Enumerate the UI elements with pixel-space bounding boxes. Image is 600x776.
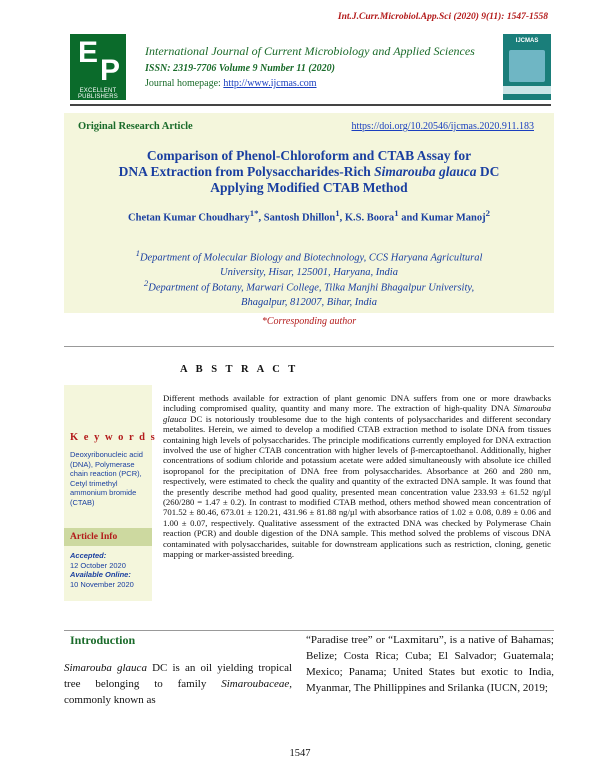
online-date: 10 November 2020 [70, 579, 134, 589]
author-name: Kumar Manoj [420, 212, 486, 224]
logo-letter-p: P [100, 54, 121, 87]
abstract-bottom-divider [64, 630, 554, 631]
corresponding-author: *Corresponding author [261, 316, 357, 327]
title-line-2: DNA Extraction from Polysaccharides-Rich Simarouba glauca DC [118, 164, 500, 179]
author-name: Santosh Dhillon [263, 212, 336, 224]
author-sup: 1 [335, 208, 340, 218]
issn-line: ISSN: 2319-7706 Volume 9 Number 11 (2020) [145, 63, 336, 74]
logo-text: EXCELLENT PUBLISHERS [77, 88, 118, 100]
abstract-divider [64, 346, 554, 347]
homepage-label: Journal homepage: [145, 78, 224, 89]
cover-image [509, 50, 545, 82]
section-heading-introduction: Introduction [70, 633, 136, 647]
accepted-date: 12 October 2020 [70, 560, 126, 570]
journal-cover-thumbnail [503, 34, 551, 100]
author-sup: 1 [394, 208, 399, 218]
page-number: 1547 [289, 748, 311, 759]
running-head: Int.J.Curr.Microbiol.App.Sci (2020) 9(11): 1547-1558 [337, 12, 548, 22]
author-name: K.S. Boora [344, 212, 395, 224]
author-name: Chetan Kumar Choudhary [128, 212, 250, 224]
author-sup: 1* [249, 208, 259, 218]
cover-band [503, 86, 551, 94]
abstract-heading: A B S T R A C T [180, 364, 299, 375]
keywords-heading: K e y w o r d s [70, 432, 157, 443]
keywords-list: Deoxyribonucleic acid (DNA), Polymerase chain reaction (PCR), Cetyl trimethyl ammonium bromide (CTAB) [70, 450, 143, 507]
body-column-right: “Paradise tree” or “Laxmitaru”, is a native of Bahamas; Belize; Costa Rica; Cuba; El Salvador; Guatemala; Mexico; Panama; United States but exotic to India, Myanmar, The Phillippines and Srilanka (IUCN, 2019; [306, 634, 554, 694]
homepage-link[interactable]: http://www.ijcmas.com [223, 78, 317, 89]
online-label: Available Online: [70, 570, 131, 579]
article-dates [70, 551, 154, 589]
title-line-1: Comparison of Phenol-Chloroform and CTAB Assay for [146, 148, 472, 163]
accepted-label: Accepted: [70, 551, 107, 560]
journal-name: International Journal of Current Microbiology and Applied Sciences [145, 44, 475, 58]
homepage-line [145, 78, 317, 89]
publisher-logo [70, 34, 126, 100]
author-sup: 2 [485, 208, 490, 218]
body-column-left: Simarouba glauca DC is an oil yielding tropical tree belonging to family Simaroubaceae, commonly known as [64, 662, 293, 706]
affiliation-1: $^1$Department of Molecular Biology and Biotechnology, CCS Haryana Agricultural University, Hisar, 125001, Haryana, India [135, 248, 483, 278]
article-info-heading: Article Info [70, 532, 118, 542]
abstract-text: Different methods available for extraction of plant genomic DNA suffers from one or more drawbacks including compromised quality, quantity and many more. The extraction of high-quality DNA Simarouba glauca DC is notoriously troublesome due to the high contents of polysaccharides and different secondary metabolites. Herein, we aimed to develop a modified CTAB extraction method to isolate DNA from tissues containing high levels of polysaccharides. The principle modifications currently employed for DNA extraction involved the use of higher CTAB concentration with higher levels of β-mercaptoethanol. Additionally, higher concentrations of sodium chloride and potassium acetate were added simultaneously with absolute ice chilled isopropanol for the precipitation of DNA free from polysaccharides. Absorbance at 260 and 280 nm, respectively, were estimated to check the quality and quantity of the extracted DNA sample. It was found that the presently describe method had good quality, presented mean concentration value 233.93 ± 61.52 ng/µl (260/280 = 1.47 ± 0.2). In contrast to modified CTAB method, others method showed mean concentration of 701.52 ± 80.46, 673.01 ± 120.21, 431.96 ± 81.88 ng/µl with absorbance ratios of 1.02 ± 0.08, 0.89 ± 0.06 and 1.00 ± 0.07, respectively. Qualitative assessment of the extracted DNA was checked by Polymerase Chain reaction (PCR) and double digestion of the DNA sample. This method solved the problems of viscous DNA contaminated with polysaccharides, suitable for downstream applications such as restriction, cloning, genetic mapping or marker-assisted breeding. [163, 393, 551, 560]
article-title [64, 148, 554, 196]
cover-title: IJCMAS [515, 38, 539, 44]
affiliation-2: $^2$Department of Botany, Marwari College, Tilka Manjhi Bhagalpur University, Bhagalpur, 812007, Bihar, India [143, 278, 475, 308]
title-line-3: Applying Modified CTAB Method [210, 180, 408, 195]
header-divider [70, 104, 551, 106]
article-type: Original Research Article [78, 121, 193, 132]
author-list: Chetan Kumar Choudhary$^{1*}$, Santosh Dhillon$^1$, K.S. Boora$^1$ and Kumar Manoj$^2$ [128, 208, 490, 224]
doi-link[interactable]: https://doi.org/10.20546/ijcmas.2020.911.183 [351, 121, 534, 132]
logo-letter-e: E [78, 36, 99, 69]
